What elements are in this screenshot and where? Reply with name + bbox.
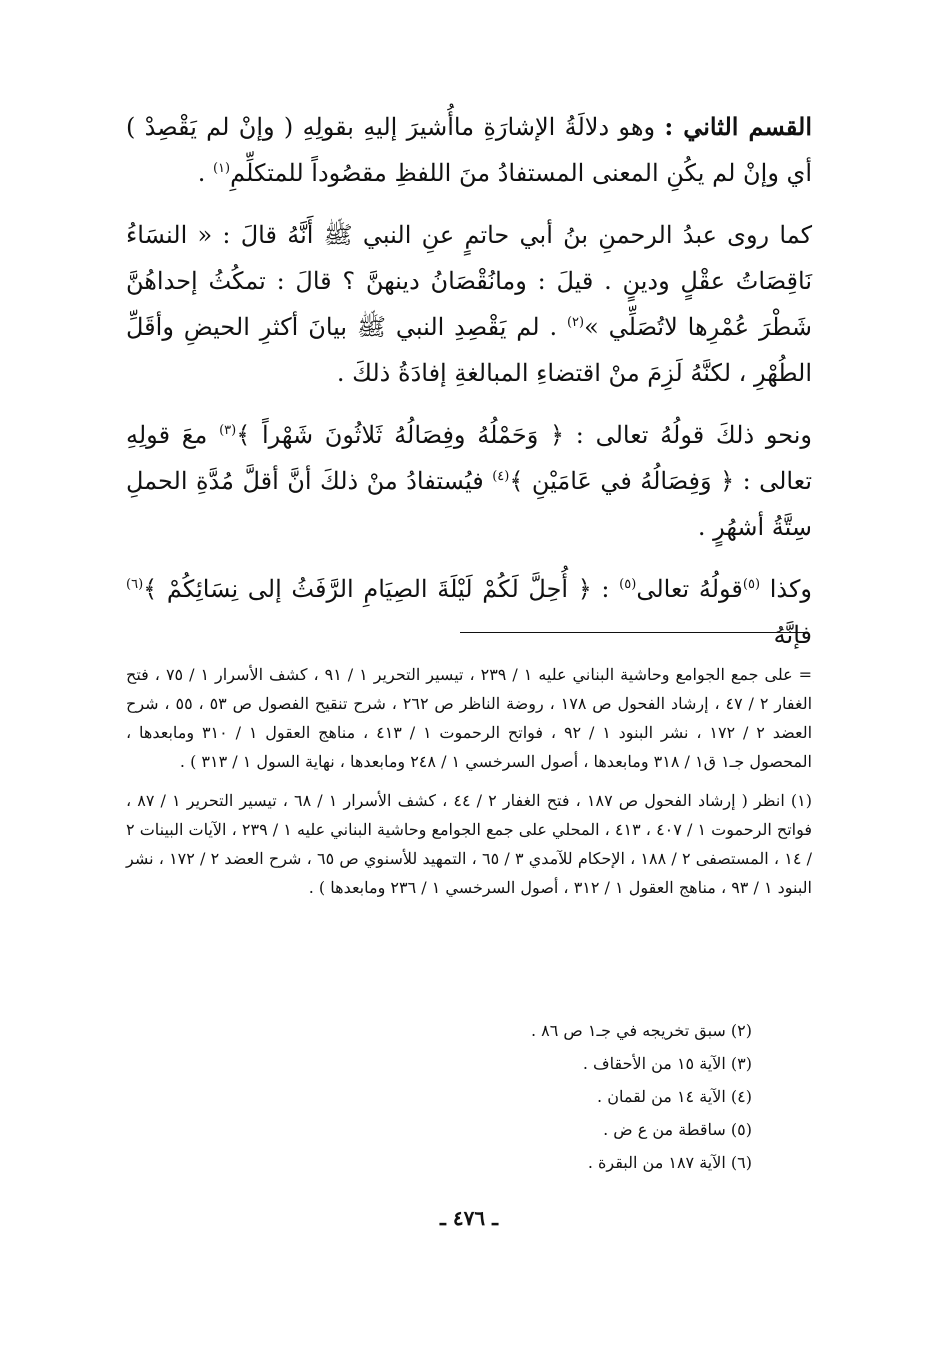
- footnote-ref: (٥): [742, 577, 761, 592]
- page-number: ـ ٤٧٦ ـ: [440, 1206, 498, 1230]
- footnote-4: (٤) الآية ١٤ من لقمان .: [597, 1087, 752, 1106]
- footnotes: [126, 660, 812, 912]
- paragraph-4: [126, 566, 812, 658]
- footnote-ref: (٢): [566, 315, 585, 330]
- paragraph-text: ونحو ذلكَ قولُهُ تعالى : ﴿ وَحَمْلُهُ وفِصَالُهُ ثَلاثُونَ شَهْراً ﴾: [236, 421, 812, 449]
- paragraph-text: كما روى عبدُ الرحمنِ بنُ أبي حاتمٍ عنِ النبي ﷺ أَنَّهُ قالَ : « النسَاءُ نَاقِصَاتُ عقْلٍ ودينٍ . قيلَ : ومانُقْصَانُ دينهنَّ ؟ قالَ : تمكُثُ إحداهُنَّ شَطْرَ عُمْرِها لاتُصَلِّي »: [126, 221, 812, 341]
- footnote-1: (١) انظر ( إرشاد الفحول ص ١٨٧ ، فتح الغفار ٢ / ٤٤ ، كشف الأسرار ١ / ٦٨ ، تيسير التحرير ١ / ٨٧ ، فواتح الرحموت ١ / ٤٠٧ ، ٤١٣ ، المحلي على جمع الجوامع وحاشية البناني عليه ١ / ٢٣٩ ، الآيات البينات ٢ / ١٤ ، المستصفى ٢ / ١٨٨ ، الإحكام للآمدي ٣ / ٦٥ ، التمهيد للأسنوي ص ٦٥ ، شرح العضد ٢ / ١٧٢ ، نشر البنود ١ / ٩٣ ، مناهج العقول ١ / ٣١٢ ، أصول السرخسي ١ / ٢٣٦ ومابعدها ) .: [126, 791, 813, 897]
- footnote-3: (٣) الآية ١٥ من الأحقاف .: [582, 1054, 752, 1073]
- footnote-2: (٢) سبق تخريجه في جـ١ ص ٨٦ .: [530, 1021, 752, 1040]
- paragraph-text: : ﴿ أُحِلَّ لَكُمْ لَيْلَةَ الصِيَامِ الرَّفَثُ إلى نِسَائِكُمْ ﴾: [143, 575, 620, 603]
- footnote-5: (٥) ساقطة من ع ض .: [603, 1120, 752, 1139]
- paragraph-text: .: [197, 159, 213, 187]
- main-text: [126, 104, 812, 674]
- paragraph-text: قولُهُ تعالى: [636, 575, 743, 603]
- paragraph-text: . لم يَقْصِدِ النبي ﷺ بيانَ أكثرِ الحيضِ وأقَلِّ الطُهْرِ ، لكنَّهُ لَزِمَ منْ اقتضاءِ المبالغةِ إفادَةُ ذلكَ .: [126, 313, 812, 387]
- paragraph-text: فإنَّهُ: [773, 621, 812, 649]
- paragraph-1: [126, 104, 812, 196]
- paragraph-text: وكذا: [760, 575, 812, 603]
- footnote-divider: [460, 632, 808, 633]
- paragraph-text: وهو دلالَةُ الإشارَةِ ماأُشيرَ إليهِ بقولِهِ ( وإنْ لم يَقْصِدْ ) أي وإنْ لم يكُنِ المعنى المستفادُ منَ اللفظِ مقصُوداً للمتكلِّمِ: [126, 113, 812, 187]
- paragraph-2: [126, 212, 812, 396]
- footnote-ref: (٣): [219, 423, 237, 438]
- short-footnotes: [126, 1014, 752, 1179]
- footnote-ref: (٥): [619, 577, 637, 592]
- paragraph-3: [126, 412, 812, 550]
- footnote-6: (٦) الآية ١٨٧ من البقرة .: [587, 1153, 752, 1172]
- footnote-ref: (٤): [492, 469, 510, 484]
- paragraph-text: معَ قولِهِ تعالى : ﴿ وَفِصَالُهُ في عَامَيْنِ ﴾: [126, 421, 813, 495]
- footnote-ref: (٦): [126, 577, 144, 592]
- footnote-continued: = على جمع الجوامع وحاشية البناني عليه ١ / ٢٣٩ ، تيسير التحرير ١ / ٩١ ، كشف الأسرار ١ / ٧٥ ، فتح الغفار ٢ / ٤٧ ، إرشاد الفحول ص ١٧٨ ، روضة الناظر ص ٢٦٢ ، شرح تنقيح الفصول ص ٥٣ ، ٥٥ ، شرح العضد ٢ / ١٧٢ ، نشر البنود ١ / ٩٢ ، فواتح الرحموت ١ / ٤١٣ ، مناهج العقول ١ / ٣١٠ ومابعدها ، المحصول جـ١ ق١ / ٣١٨ ومابعدها ، أصول السرخسي ١ / ٢٤٨ ومابعدها ، نهاية السول ١ / ٣١٣ ) .: [126, 665, 813, 771]
- section-heading: القسم الثاني :: [664, 112, 812, 141]
- footnote-ref: (١): [212, 161, 231, 176]
- paragraph-text: فيُستفادُ منْ ذلكَ أنَّ أقلَّ مُدَّةِ الحملِ سِتَّةُ أشهُرٍ .: [126, 467, 812, 541]
